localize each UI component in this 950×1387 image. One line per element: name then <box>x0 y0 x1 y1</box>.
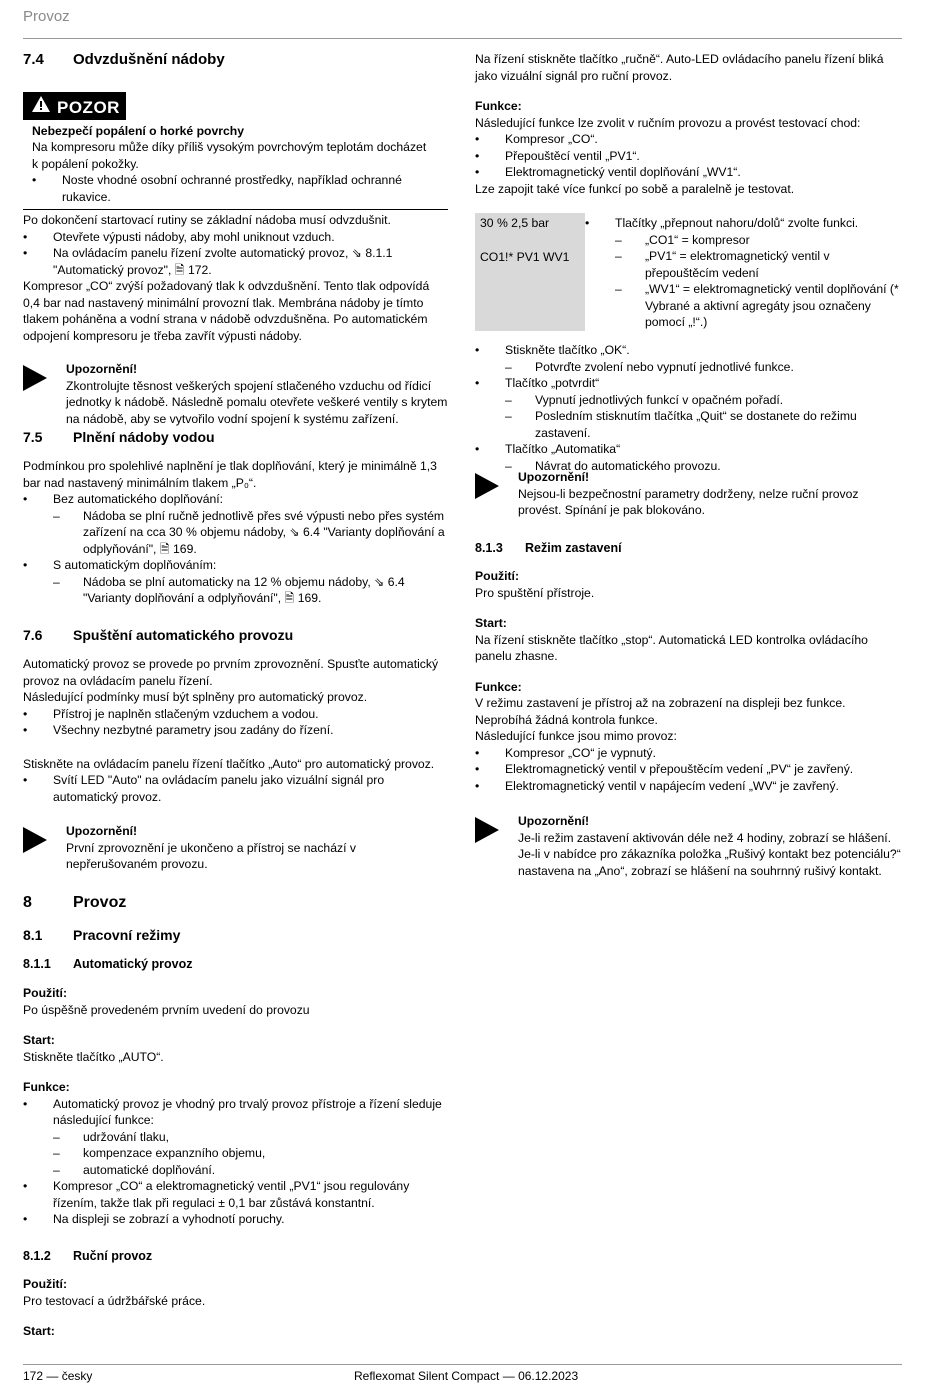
label-start: Start: <box>23 1324 55 1338</box>
label-start: Start: <box>475 616 507 630</box>
display-line-2: CO1!* PV1 WV1 <box>480 249 570 264</box>
paragraph: Následující podmínky musí být splněny pro automatický provoz. <box>23 690 368 704</box>
sub-list-item: – Návrat do automatického provozu. <box>475 458 905 475</box>
list-item: • Elektromagnetický ventil doplňování „WV1“. <box>475 164 905 181</box>
paragraph: Na řízení stiskněte tlačítko „stop“. Automatická LED kontrolka ovládacího panelu zhasne. <box>475 632 868 663</box>
warning-text: Na kompresoru může díky příliš vysokým povrchovým teplotám docházet k popálení pokožky. <box>32 140 427 171</box>
button-list <box>475 342 905 474</box>
note-4 <box>475 813 905 879</box>
warning-triangle-icon <box>31 95 51 113</box>
sub-list-item: – Nádoba se plní automaticky na 12 % objemu nádoby, ⇘ 6.4 "Varianty doplňování a odplyňování", 🗎 169. <box>23 574 448 607</box>
sub-list-item: – „CO1“ = kompresor <box>585 232 905 249</box>
note-3 <box>475 469 905 519</box>
section-7-6-heading: 7.6 Spuštění automatického provozu <box>23 627 294 643</box>
label-start: Start: <box>23 1033 55 1047</box>
sub-list-item: – Nádoba se plní ručně jednotlivě přes své výpusti nebo přes systém zařízení na cca 30 % objemu nádoby, ⇘ 6.4 "Varianty doplňování a odplyňování", 🗎 169. <box>23 508 448 558</box>
note-2 <box>23 823 448 873</box>
note-title: Upozornění! <box>66 362 138 376</box>
list-item: • Přepouštěcí ventil „PV1“. <box>475 148 905 165</box>
list-item: • Všechny nezbytné parametry jsou zadány do řízení. <box>23 722 448 739</box>
sub-list-item: – udržování tlaku, <box>23 1129 448 1146</box>
note-title: Upozornění! <box>518 814 590 828</box>
header-rule <box>23 38 902 39</box>
pozor-label: POZOR <box>23 92 126 120</box>
paragraph: Podmínkou pro spolehlivé naplnění je tlak doplňování, který je minimálně 1,3 bar nad nastavený minimálním tlakem „P₀“. <box>23 459 437 490</box>
warning-box <box>23 92 448 210</box>
list-item: • Tlačítko „potvrdit“ <box>475 375 905 392</box>
list-item: • Tlačítko „Automatika“ <box>475 441 905 458</box>
note-arrow-icon <box>23 827 47 853</box>
label-funkce: Funkce: <box>23 1080 70 1094</box>
section-8-1-3-heading: 8.1.3 Režim zastavení <box>475 541 622 555</box>
paragraph: Po úspěšně provedeném prvním uvedení do provozu <box>23 1002 310 1017</box>
list-item: • Tlačítky „přepnout nahoru/dolů“ zvolte funkci. <box>585 215 905 232</box>
list-item: • Na displeji se zobrazí a vyhodnotí poruchy. <box>23 1211 448 1228</box>
paragraph: Na řízení stiskněte tlačítko „ručně“. Auto-LED ovládacího panelu řízení bliká jako vizuální signál pro ruční provoz. <box>475 52 884 83</box>
section-8-heading: 8 Provoz <box>23 894 127 911</box>
footer-rule <box>23 1364 902 1365</box>
section-7-5-body <box>23 458 448 607</box>
note-text: První zprovoznění je ukončeno a přístroj se nachází v nepřerušovaném provozu. <box>66 840 356 871</box>
paragraph: Kompresor „CO“ zvýší požadovaný tlak k odvzdušnění. Tento tlak odpovídá 0,4 bar nad nastavený minimální provozní tlak. Membrána nádoby je tímto tlakem poháněna a vodní strana v nádobě odvzdušněna. Po automatickém odpojení kompresoru je třeba zavřít výpusti nádoby. <box>23 279 430 343</box>
section-8-1-2-heading: 8.1.2 Ruční provoz <box>23 1249 153 1263</box>
note-text: Zkontrolujte těsnost veškerých spojení stlačeného vzduchu od řídicí jednotky k nádobě. Následně pomalu otevřete veškeré ventily s krytem na nádobě, aby se vytvořilo vodní spojení k systému zařízení. <box>66 378 448 426</box>
note-arrow-icon <box>23 365 47 391</box>
sub-list-item: – automatické doplňování. <box>23 1162 448 1179</box>
paragraph: Následující funkce lze zvolit v ručním provozu a provést testovací chod: <box>475 115 861 130</box>
label-funkce: Funkce: <box>475 679 522 694</box>
list-item: • Kompresor „CO“ a elektromagnetický ventil „PV1“ jsou regulovány řízením, takže tlak při regulaci ± 0,1 bar zůstává konstantní. <box>23 1178 448 1211</box>
note-arrow-icon <box>475 817 499 843</box>
section-8-1-heading: 8.1 Pracovní režimy <box>23 927 181 943</box>
list-item: • Automatický provoz je vhodný pro trvalý provoz přístroje a řízení sleduje následující funkce: <box>23 1096 448 1129</box>
note-arrow-icon <box>475 473 499 499</box>
label-pouziti: Použití: <box>23 1277 68 1291</box>
footer-page-number: 172 — česky <box>23 1369 93 1383</box>
list-item: • Kompresor „CO“. <box>475 131 905 148</box>
footer-document-title: Reflexomat Silent Compact — 06.12.2023 <box>354 1369 579 1383</box>
paragraph: V režimu zastavení je přístroj až na zobrazení na displeji bez funkce. Neprobíhá žádná kontrola funkce. <box>475 696 846 727</box>
sub-list-item: – „PV1“ = elektromagnetický ventil v přepouštěcím vedení <box>585 248 905 281</box>
list-item: • S automatickým doplňováním: <box>23 557 448 574</box>
section-7-5-heading: 7.5 Plnění nádoby vodou <box>23 429 215 445</box>
paragraph: Následující funkce jsou mimo provoz: <box>475 729 677 743</box>
section-7-6-body <box>23 656 448 805</box>
sub-list-item: – Vypnutí jednotlivých funkcí v opačném pořadí. <box>475 392 905 409</box>
list-item: • Kompresor „CO“ je vypnutý. <box>475 745 905 762</box>
note-1 <box>23 361 448 427</box>
section-8-1-1-heading: 8.1.1 Automatický provoz <box>23 957 193 971</box>
paragraph: Pro spuštění přístroje. <box>475 585 595 600</box>
note-title: Upozornění! <box>66 824 138 838</box>
list-item: • Otevřete výpusti nádoby, aby mohl uniknout vzduch. <box>23 229 448 246</box>
manual-start-text <box>475 51 905 197</box>
paragraph: Pro testovací a údržbářské práce. <box>23 1293 206 1308</box>
paragraph: Stiskněte na ovládacím panelu řízení tlačítko „Auto“ pro automatický provoz. <box>23 756 435 771</box>
list-item: • Stiskněte tlačítko „OK“. <box>475 342 905 359</box>
section-8-1-2-body <box>23 1276 448 1340</box>
paragraph: Automatický provoz se provede po prvním zprovoznění. Spusťte automatický provoz na ovládacím panelu řízení. <box>23 657 439 688</box>
sub-list-item: – Posledním stisknutím tlačítka „Quit“ se dostanete do režimu zastavení. <box>475 408 905 441</box>
paragraph: Lze zapojit také více funkcí po sobě a paralelně je testovat. <box>475 181 795 196</box>
list-item: • Na ovládacím panelu řízení zvolte automatický provoz, ⇘ 8.1.1 "Automatický provoz", 🗎 172. <box>23 245 448 278</box>
note-title: Upozornění! <box>518 470 590 484</box>
running-header: Provoz <box>23 8 70 25</box>
list-item: • Svítí LED "Auto" na ovládacím panelu jako vizuální signál pro automatický provoz. <box>23 772 448 805</box>
list-item: • Přístroj je naplněn stlačeným vzduchem a vodou. <box>23 706 448 723</box>
section-7-4-heading: 7.4 Odvzdušnění nádoby <box>23 51 225 68</box>
sub-list-item: – „WV1“ = elektromagnetický ventil doplňování (* Vybrané a aktivní agregáty jsou označeny pomocí „!“.) <box>585 281 905 331</box>
section-8-1-3-body <box>475 568 905 794</box>
sub-list-item: – kompenzace expanzního objemu, <box>23 1145 448 1162</box>
warning-bullet: • Noste vhodné osobní ochranné prostředky, například ochranné rukavice. <box>32 172 448 205</box>
paragraph: Stiskněte tlačítko „AUTO“. <box>23 1049 164 1064</box>
display-line-1: 30 % 2,5 bar <box>480 216 550 230</box>
display-instructions <box>585 215 905 331</box>
list-item: • Bez automatického doplňování: <box>23 491 448 508</box>
label-pouziti: Použití: <box>23 986 68 1000</box>
note-text: Nejsou-li bezpečnostní parametry dodrženy, nelze ruční provoz provést. Spínání je pak blokováno. <box>518 486 859 517</box>
label-pouziti: Použití: <box>475 569 520 583</box>
list-item: • Elektromagnetický ventil v přepouštěcím vedení „PV“ je zavřený. <box>475 761 905 778</box>
label-funkce: Funkce: <box>475 99 522 113</box>
list-item: • Elektromagnetický ventil v napájecím vedení „WV“ je zavřený. <box>475 778 905 795</box>
display-panel <box>475 213 585 331</box>
section-7-4-body <box>23 212 448 344</box>
note-text: Je-li režim zastavení aktivován déle než 4 hodiny, zobrazí se hlášení. Je-li v nabídce pro zákazníka položka „Rušivý kontakt bez potenciálu?“ nastavena na „Ano“, zobrazí se hlášení na souhrnný rušivý kontakt. <box>518 830 901 878</box>
sub-list-item: – Potvrďte zvolení nebo vypnutí jednotlivé funkce. <box>475 359 905 376</box>
paragraph: Po dokončení startovací rutiny se základní nádoba musí odvzdušnit. <box>23 213 391 227</box>
section-8-1-1-body <box>23 985 448 1228</box>
warning-title: Nebezpečí popálení o horké povrchy <box>32 123 244 138</box>
